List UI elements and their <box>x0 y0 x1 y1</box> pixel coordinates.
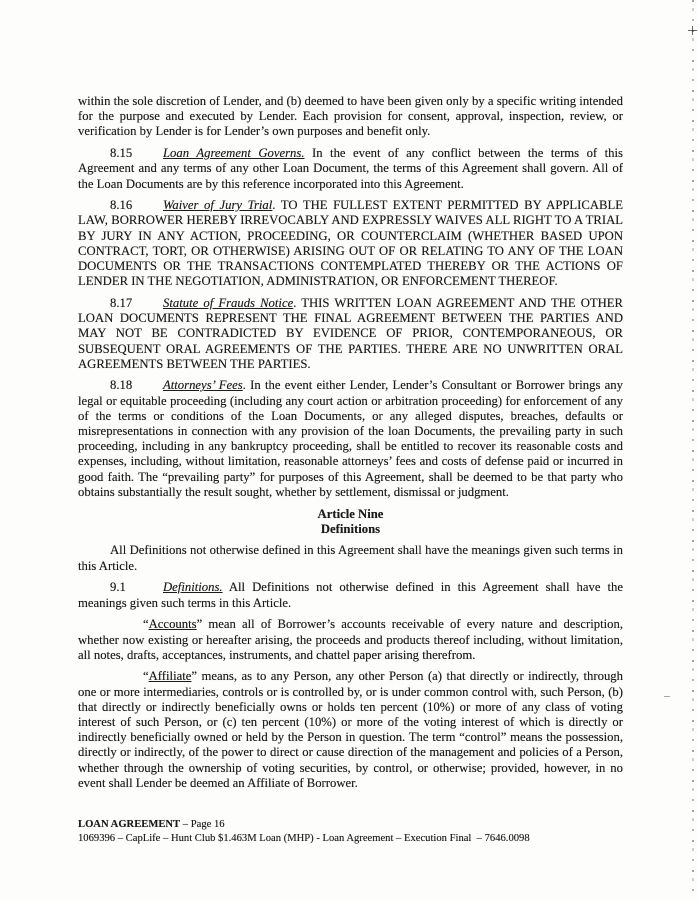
section-8-18 <box>78 378 623 500</box>
article-nine-heading <box>78 507 623 522</box>
text-run: within the sole discretion of Lender, and (b) deemed to have been given only by a specific writing intended for the purpose and executed by Lender. Each provision for consent, approval, inspection, review, or verification by Lender is for Lender’s own purposes and benefit only. <box>78 94 623 139</box>
section-number: 8.17 <box>110 295 133 310</box>
section-heading: Attorneys’ Fees <box>163 378 243 393</box>
scan-artifact-right-edge <box>692 0 694 900</box>
section-body: . THIS WRITTEN LOAN AGREEMENT AND THE OTHER LOAN DOCUMENTS REPRESENT THE FINAL AGREEMENT BETWEEN THE PARTIES AND MAY NOT BE CONTRADICTED BY EVIDENCE OF PRIOR, CONTEMPORANEOUS, OR SUBSEQUENT ORAL AGREEMENTS OF THE PARTIES. THERE ARE NO UNWRITTEN ORAL AGREEMENTS BETWEEN THE PARTIES. <box>78 295 624 371</box>
definition-accounts <box>78 617 623 663</box>
document-body <box>78 94 623 791</box>
defined-term: Affiliate <box>148 669 192 684</box>
section-8-15 <box>78 146 623 192</box>
section-heading: Definitions. <box>163 580 223 595</box>
paragraph-continuation <box>78 94 623 140</box>
paragraph-all-definitions <box>78 543 623 573</box>
section-body: . TO THE FULLEST EXTENT PERMITTED BY APPLICABLE LAW, BORROWER HEREBY IRREVOCABLY AND EXPRESSLY WAIVES ALL RIGHT TO A TRIAL BY JURY IN ANY ACTION, PROCEEDING, OR COUNTERCLAIM (WHETHER BASED UPON CONTRACT, TORT, OR OTHERWISE) ARISING OUT OF OR RELATING TO ANY OF THE LOAN DOCUMENTS OR THE TRANSACTIONS CONTEMPLATED THEREBY OR THE ACTIONS OF LENDER IN THE NEGOTIATION, ADMINISTRATION, OR ENFORCEMENT THEREOF. <box>78 198 623 289</box>
open-quote: “ <box>143 669 149 684</box>
page-footer <box>78 818 530 845</box>
article-subtitle: Definitions <box>320 521 381 536</box>
section-8-17 <box>78 296 623 372</box>
definition-body: ” mean all of Borrower’s accounts receivable of every nature and description, whether now existing or hereafter arising, the proceeds and products thereof including, without limitation, all notes, drafts, acceptances, instruments, and chattel paper arising therefrom. <box>78 617 623 662</box>
scan-artifact-stray-mark <box>664 696 670 697</box>
section-body: . In the event either Lender, Lender’s Consultant or Borrower brings any legal or equitable proceeding (including any court action or arbitration proceeding) for enforcement of any of the terms or conditions of the Loan Documents, or any alleged disputes, breaches, defaults or misrepresentations in connection with any provision of the loan Documents, the prevailing party in such proceeding, including in any bankruptcy proceeding, shall be entitled to recover its reasonable costs and expenses, including, without limitation, reasonable attorneys’ fees and costs of defense paid or incurred in good faith. The “prevailing party” for purposes of this Agreement, shall be deemed to be that party who obtains substantially the result sought, whether by settlement, dismissal or judgment. <box>78 378 623 499</box>
footer-line-1 <box>78 818 530 832</box>
footer-file-reference: 1069396 – CapLife – Hunt Club $1.463M Loan (MHP) - Loan Agreement – Execution Final – 7646.0098 <box>78 832 530 844</box>
defined-term: Accounts <box>148 617 197 632</box>
scan-artifact-cross-mark <box>688 26 697 35</box>
definition-affiliate <box>78 669 623 791</box>
section-heading: Waiver of Jury Trial <box>163 198 273 213</box>
article-title: Article Nine <box>317 506 384 521</box>
section-number: 9.1 <box>110 580 126 595</box>
section-9-1 <box>78 580 623 610</box>
definition-body: ” means, as to any Person, any other Person (a) that directly or indirectly, through one or more intermediaries, controls or is controlled by, or is under common control with, such Person, (b) that directly or indirectly beneficially owns or holds ten percent (10%) or more of any class of voting interest of such Person, or (c) ten percent (10%) or more of the voting interest of which is directly or indirectly beneficially owned or held by the Person in question. The term “control” means the possession, directly or indirectly, of the power to direct or cause direction of the management and policies of a Person, whether through the ownership of voting securities, by control, or otherwise; provided, however, in no event shall Lender be deemed an Affiliate of Borrower. <box>78 669 623 790</box>
open-quote: “ <box>143 617 149 632</box>
section-number: 8.18 <box>110 378 133 393</box>
footer-page-number: – Page 16 <box>180 819 225 830</box>
section-body: In the event of any conflict between the terms of this Agreement and any terms of any other Loan Document, the terms of this Agreement shall govern. All of the Loan Documents are by this reference incorporated into this Agreement. <box>78 146 623 191</box>
article-nine-subheading <box>78 522 623 537</box>
section-number: 8.16 <box>110 198 133 213</box>
section-number: 8.15 <box>110 146 133 161</box>
text-run: All Definitions not otherwise defined in this Agreement shall have the meanings given such terms in this Article. <box>78 543 623 573</box>
section-8-16 <box>78 198 623 289</box>
footer-doc-title: LOAN AGREEMENT <box>78 819 181 830</box>
section-body: All Definitions not otherwise defined in this Agreement shall have the meanings given such terms in this Article. <box>78 580 623 610</box>
section-heading: Loan Agreement Governs. <box>163 146 305 161</box>
section-heading: Statute of Frauds Notice <box>163 295 294 310</box>
